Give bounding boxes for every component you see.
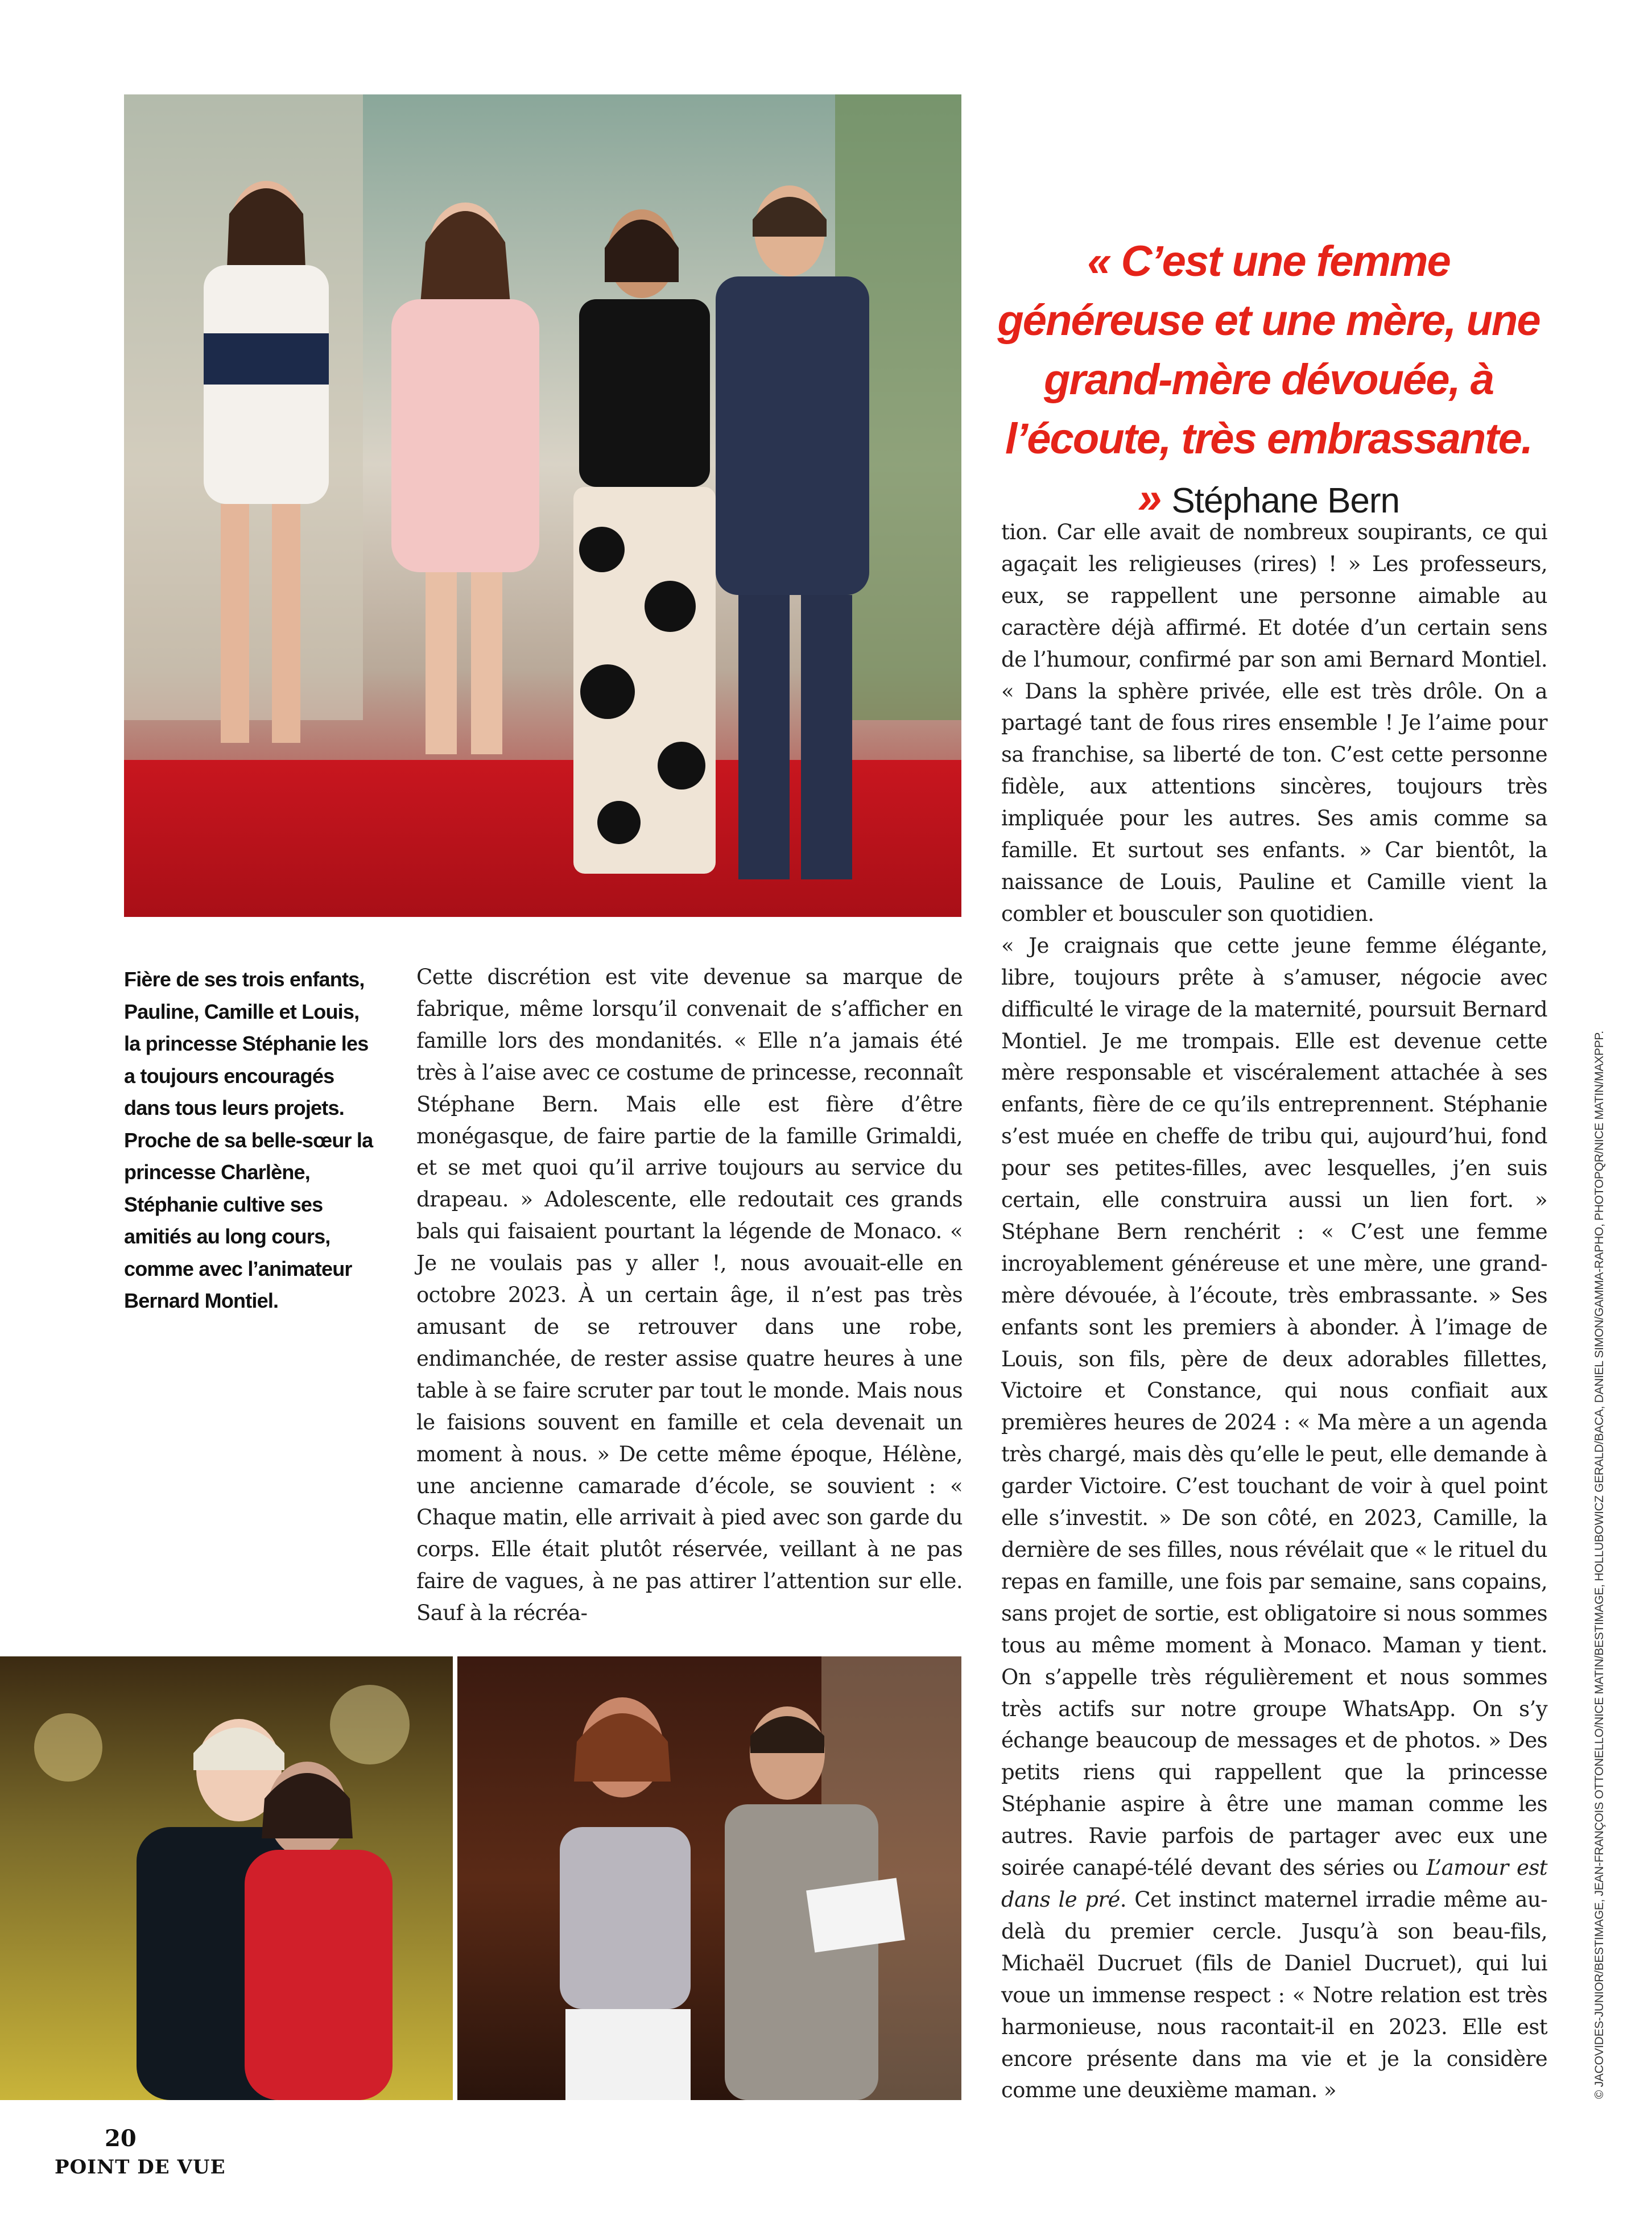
- magazine-name: POINT DE VUE: [55, 2156, 226, 2179]
- family-red-carpet-photo: [124, 94, 961, 917]
- pull-quote-text: « C’est une femme généreuse et une mère, une grand-mère dévouée, à l’écoute, très embrassante. »: [997, 237, 1540, 522]
- article-column-right: [1001, 516, 1547, 2106]
- pull-quote-author: Stéphane Bern: [1171, 481, 1400, 520]
- article-paragraph: Cette discrétion est vite devenue sa marque de fabrique, même lorsqu’il convenait de s’afficher en famille lors des mondanités. « Elle n’a jamais été très à l’aise avec ce costume de princesse, reconnaît Stéphane Bern. Mais elle est fière d’être monégasque, de faire partie de la famille Grimaldi, et se met quoi qu’il arrive toujours au service du drapeau. » Adolescente, elle redoutait ces grands bals qui faisaient pourtant la légende de Monaco. « Je ne voulais pas y aller !, nous avouait-elle en octobre 2023. À un certain âge, il n’est pas très amusant de se retrouver dans une robe, endimanchée, de rester assise quatre heures à une table à se faire scruter par tout le monde. Mais nous le faisions souvent en famille et cela devenait un moment à nous. » De cette même époque, Hélène, une ancienne camarade d’école, se souvient : « Chaque matin, elle arrivait à pied avec son garde du corps. Elle était plutôt réservée, veillant à ne pas faire de vagues, à ne pas attirer l’attention sur elle. Sauf à la récréa-: [416, 965, 963, 1626]
- stage-photo: [457, 1656, 961, 2100]
- article-column-middle: [416, 961, 963, 1629]
- article-paragraph: tion. Car elle avait de nombreux soupirants, ce qui agaçait les religieuses (rires) ! » Les professeurs, eux, se rappellent une personne aimable au caractère déjà affirmé. Et dotée d’un certain sens de l’humour, confirmé par son ami Bernard Montiel. « Dans la sphère privée, elle est très drôle. On a partagé tant de fous rires ensemble ! Je l’aime pour sa franchise, sa liberté de ton. C’est cette personne fidèle, aux attentions sincères, toujours très impliquée pour les autres. Ses amis comme sa famille. Et surtout ses enfants. » Car bientôt, la naissance de Louis, Pauline et Camille vient la combler et bousculer son quotidien.: [1001, 520, 1547, 926]
- photo-caption: Fière de ses trois enfants, Pauline, Camille et Louis, la princesse Stéphanie les a toujours encouragés dans tous leurs projets. Proche de sa belle-sœur la princesse Charlène, Stéphanie cultive ses amitiés au long cours, comme avec l’animateur Bernard Montiel.: [124, 968, 373, 1312]
- hug-photo: [0, 1656, 453, 2100]
- article-paragraph: [1001, 930, 1547, 2107]
- article-text: . Cet instinct maternel irradie même au-delà du premier cercle. Jusqu’à son beau-fils, Michaël Ducruet (fils de Daniel Ducruet), qui lui voue un immense respect : « Notre relation est très harmonieuse, nous racontait-il en 2023. Elle est encore présente dans ma vie et je la considère comme une deuxième maman. »: [1001, 1887, 1548, 2103]
- page-number: 20: [105, 2125, 137, 2152]
- photo-credit: © JACOVIDES-JUNIOR/BESTIMAGE, JEAN-FRANÇOIS OTTONELLO/NICE MATIN/BESTIMAGE, HOLLUBOWICZ GERALD/BACA, DANIEL SIMON/GAMMA-RAPHO, PHOTOPQR/NICE MATIN/MAXPPP.: [1593, 1031, 1606, 2099]
- article-text: « Je craignais que cette jeune femme élégante, libre, toujours prête à s’amuser, négocie avec difficulté le virage de la maternité, poursuit Bernard Montiel. Je me trompais. Elle est devenue cette mère responsable et viscéralement attachée à ses enfants, fière de ce qu’ils entreprennent. Stéphanie s’est muée en cheffe de tribu qui, aujourd’hui, fond pour ses petites-filles, avec lesquelles, j’en suis certain, elle construira aussi un lien fort. » Stéphane Bern renchérit : « C’est une femme incroyablement généreuse et une mère, une grand-mère dévouée, à l’écoute, très embrassante. » Ses enfants sont les premiers à abonder. À l’image de Louis, son fils, père de deux adorables fillettes, Victoire et Constance, qui nous confiait aux premières heures de 2024 : « Ma mère a un agenda très chargé, mais dès qu’elle le peut, elle demande à garder Victoire. C’est touchant de voir à quel point elle s’investit. » De son côté, en 2023, Camille, la dernière de ses filles, nous révélait que « le rituel du repas en famille, une fois par semaine, sans copains, sans projet de sortie, est obligatoire si nous sommes tous au même moment à Monaco. Maman y tient. On s’appelle très régulièrement et nous sommes très actifs sur notre groupe WhatsApp. On s’y échange beaucoup de messages et de photos. » Des petits riens qui rappellent que la princesse Stéphanie aspire à être une maman comme les autres. Ravie parfois de partager avec eux une soirée canapé-télé devant des séries ou: [1001, 933, 1547, 1881]
- tv-show-title: L’amour est dans le pré: [1001, 1855, 1547, 1912]
- pull-quote: [990, 232, 1547, 531]
